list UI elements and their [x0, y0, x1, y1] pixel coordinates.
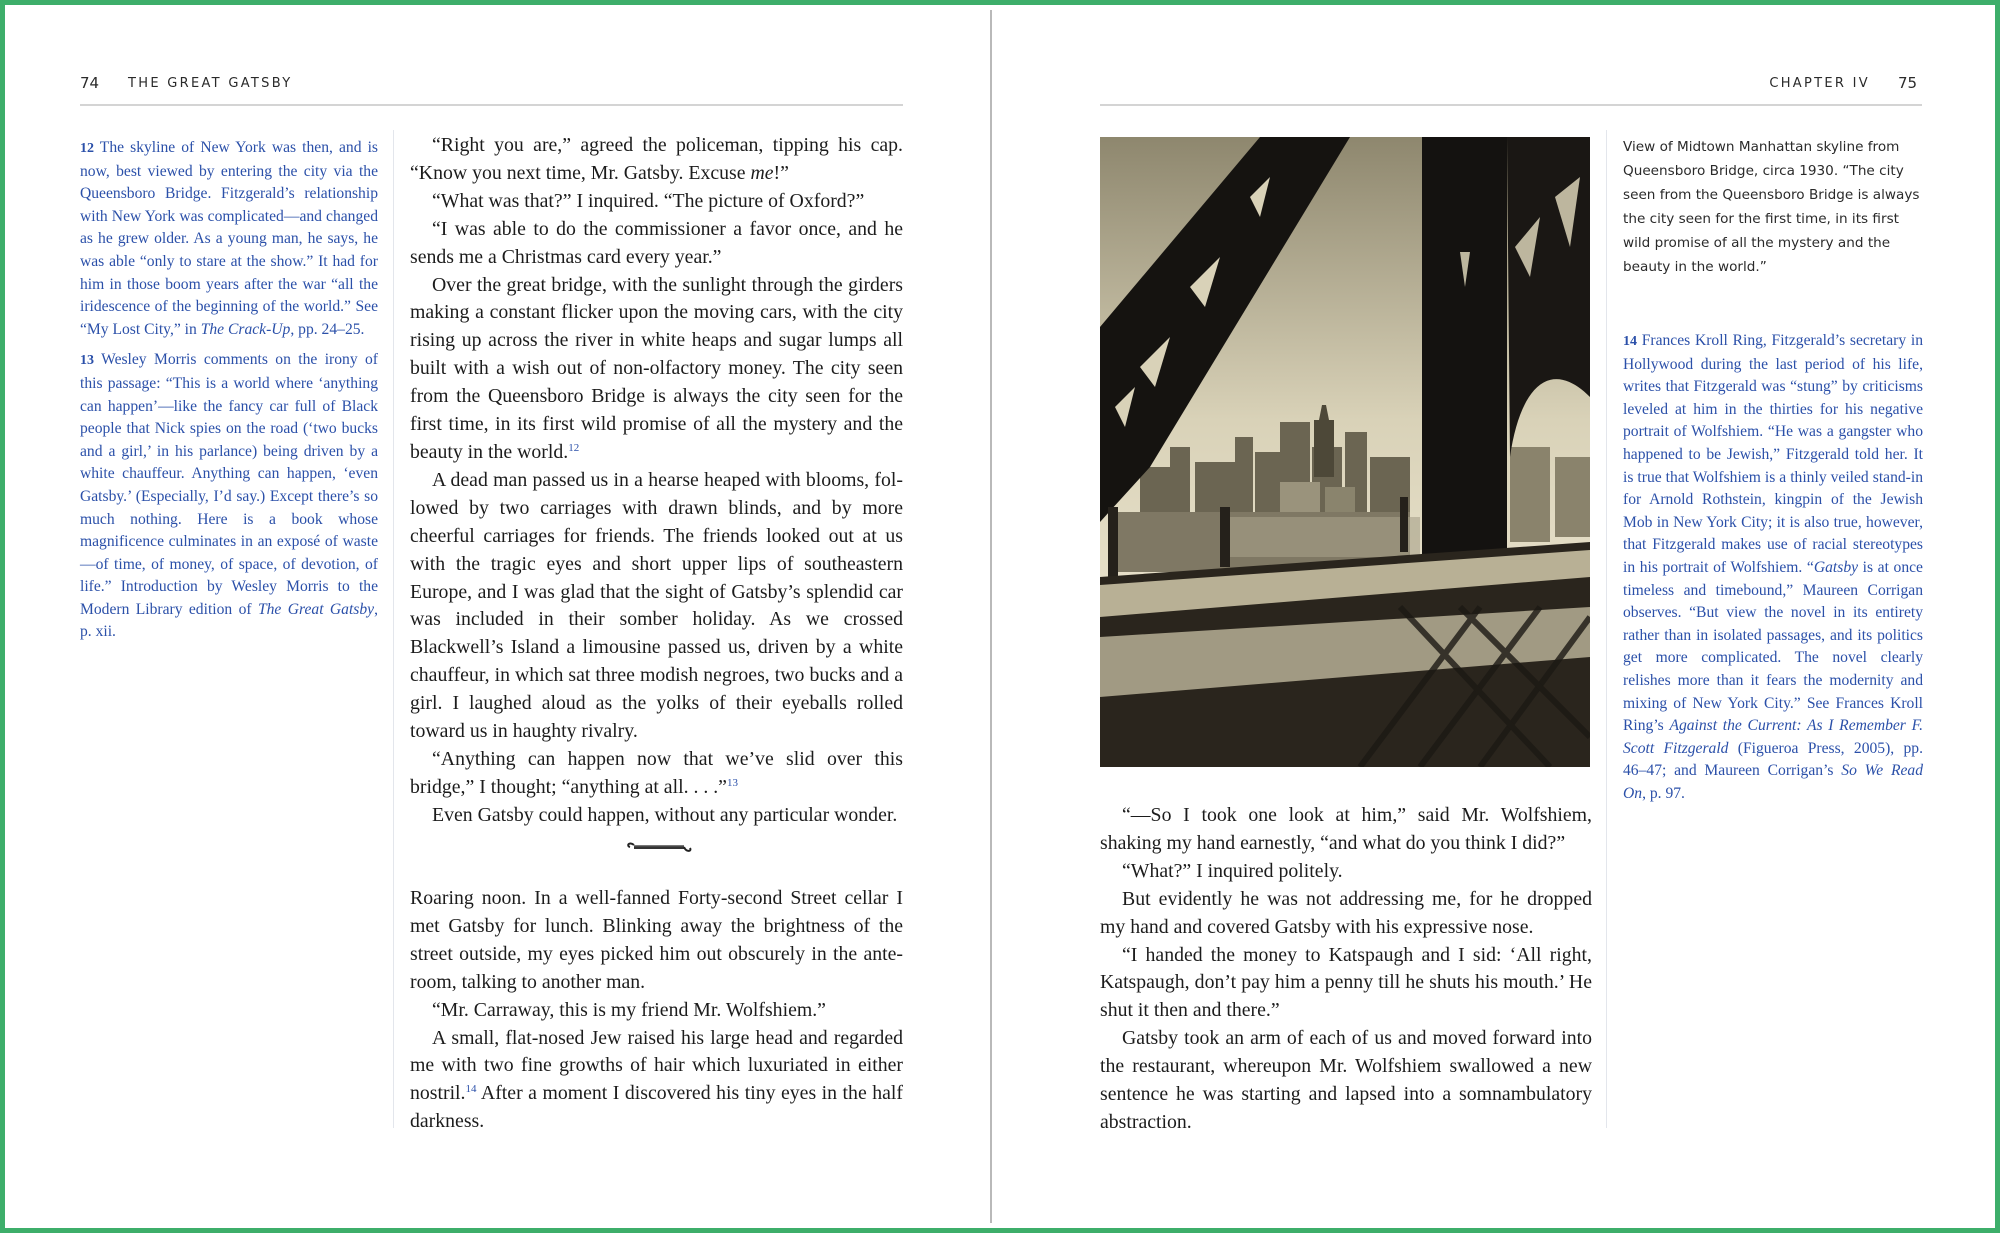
paragraph: “Mr. Carraway, this is my friend Mr. Wolfshiem.” [432, 998, 826, 1021]
paragraph: Even Gatsby could happen, without any particular wonder. [432, 803, 898, 826]
left-folio: 74 [80, 74, 100, 92]
page-gutter [990, 10, 992, 1223]
footnote-12: 12 The skyline of New York was then, and is now, best viewed by entering the city via the Queensboro Bridge. Fitzgerald’s relationship with New York was complicated—and changed as he grew older. As a young man, he says, he was able “only to stare at the show.” It had for him in those boom years after the war “all the iridescence of the beginning of the world.” See “My Lost City,” in The Crack-Up, pp. 24–25. [80, 139, 378, 338]
left-main-text-bottom [410, 885, 903, 1136]
paragraph: A small, flat-nosed Jew raised his large head and regarded me with two fine growths of hair which luxuriated in either nostril.$^{14}$ After a moment I discovered his tiny eyes in the half darkness. [410, 1026, 903, 1133]
paragraph: “Right you are,” agreed the policeman, tipping his cap. “Know you next time, Mr. Gatsby. Excuse me!” [410, 134, 903, 184]
paragraph: “What was that?” I inquired. “The picture of Oxford?” [432, 189, 865, 212]
left-header-rule [80, 104, 903, 106]
photo-caption: View of Midtown Manhattan skyline from Queensboro Bridge, circa 1930. “The city seen from the Queensboro Bridge is always the city seen for the first time, in its first wild promise of all the mystery and the beauty in the world.” [1623, 139, 1920, 275]
paragraph: But evidently he was not addressing me, for he dropped my hand and covered Gatsby with his expressive nose. [1100, 887, 1592, 938]
right-header-rule [1100, 104, 1922, 106]
paragraph: “What?” I inquired politely. [1122, 859, 1343, 882]
footnote-14: 14 Frances Kroll Ring, Fitzgerald’s secretary in Hollywood during the last period of his life, writes that Fitzgerald was “stung” by criticisms leveled at him in the thirties for his negative portrait of Wolfshiem. “He was a gangster who happened to be Jewish,” Fitzgerald told her. It is true that Wolfshiem is a thinly veiled stand-in for Arnold Rothstein, kingpin of the Jewish Mob in New York City; it is also true, however, that Fitzgerald makes use of racial stereotypes in his portrait of Wolfshiem. “Gatsby is at once timeless and timebound,” Maureen Corrigan observes. “But view the novel in its entirety rather than in isolated passages, and its politics get more complicated. The novel clearly relishes more than it fears the modernity and mixing of New York City.” See Frances Kroll Ring’s Against the Current: As I Remember F. Scott Fitzgerald (Figueroa Press, 2005), pp. 46–47; and Maureen Corrigan’s So We Read On, p. 97. [1623, 332, 1923, 802]
paragraph: “—So I took one look at him,” said Mr. Wolfshiem, shaking my hand earnestly, “and what do you think I did?” [1100, 804, 1592, 854]
footnote-number: 13 [80, 353, 94, 369]
left-sidenotes [80, 137, 378, 652]
footnote-13: 13 Wesley Morris comments on the irony of this passage: “This is a world where ‘anything can happen’—like the fancy car full of Black people that Nick spies on the road (‘two bucks and a girl,’ in his parlance) being driven by a white chauffeur. Anything can happen, ‘even Gatsby.’ (Especially, I’d say.) Except there’s so much nothing. Here is a book whose magnificence culminates in an exposé of waste—of time, of money, of space, of devotion, of life.” Introduction by Wesley Morris to the Modern Library edition of The Great Gatsby, p. xii. [80, 351, 378, 641]
caption-divider [1606, 130, 1607, 1128]
right-folio: 75 [1898, 74, 1918, 92]
left-running-head: THE GREAT GATSBY [128, 76, 293, 91]
paragraph: “I was able to do the commissioner a favor once, and he sends me a Christmas card every year.” [410, 217, 903, 268]
paragraph: Over the great bridge, with the sunlight through the girders making a constant flicker upon the moving cars, with the city rising up across the river in white heaps and sugar lumps all built with a wish out of non-olfactory money. The city seen from the Queensboro Bridge is always the city seen for the first time, in its first wild promise of all the mystery and the beauty in the world.$^{12}$ [410, 273, 903, 463]
bridge-skyline-photo [1100, 137, 1590, 767]
left-main-text-top [410, 132, 903, 830]
paragraph: “Anything can happen now that we’ve slid over this bridge,” I thought; “anything at all. . . .”$^{13}$ [410, 747, 903, 798]
paragraph: Gatsby took an arm of each of us and moved forward into the restaurant, whereupon Mr. Wolfshiem swallowed a new sentence he was starting and lapsed into a somnambulatory abstraction. [1100, 1027, 1592, 1133]
footnote-ref-14[interactable]: 14 [465, 1083, 477, 1096]
right-main-text [1100, 802, 1592, 1137]
right-sidenotes [1623, 330, 1923, 813]
footnote-ref-12[interactable]: 12 [568, 441, 580, 454]
paragraph: “I handed the money to Katspaugh and I sid: ‘All right, Katspaugh, don’t pay him a penny till he shuts his mouth.’ He shut it then and there.” [1100, 943, 1592, 1022]
section-break-ornament-icon [625, 840, 695, 856]
paragraph: Roaring noon. In a well-fanned Forty-second Street cellar I met Gatsby for lunch. Blinking away the brightness of the street outside, my eyes picked him out obscurely in the anteroom, talking to another man. [410, 887, 903, 993]
footnote-ref-13[interactable]: 13 [726, 776, 738, 789]
paragraph: A dead man passed us in a hearse heaped with blooms, followed by two carriages with drawn blinds, and by more cheerful carriages for friends. The friends looked out at us with the tragic eyes and short upper lips of southeastern Europe, and I was glad that the sight of Gatsby’s splendid car was included in their somber holiday. As we crossed Blackwell’s Island a limousine passed us, driven by a white chauffeur, in which sat three modish negroes, two bucks and a girl. I laughed aloud as the yolks of their eyeballs rolled toward us in haughty rivalry. [410, 468, 903, 743]
book-spread [5, 5, 1995, 1228]
footnote-number: 12 [80, 141, 94, 156]
footnote-number: 14 [1623, 334, 1637, 349]
sidenote-divider [393, 130, 394, 1128]
right-running-head: CHAPTER IV [1769, 76, 1870, 91]
